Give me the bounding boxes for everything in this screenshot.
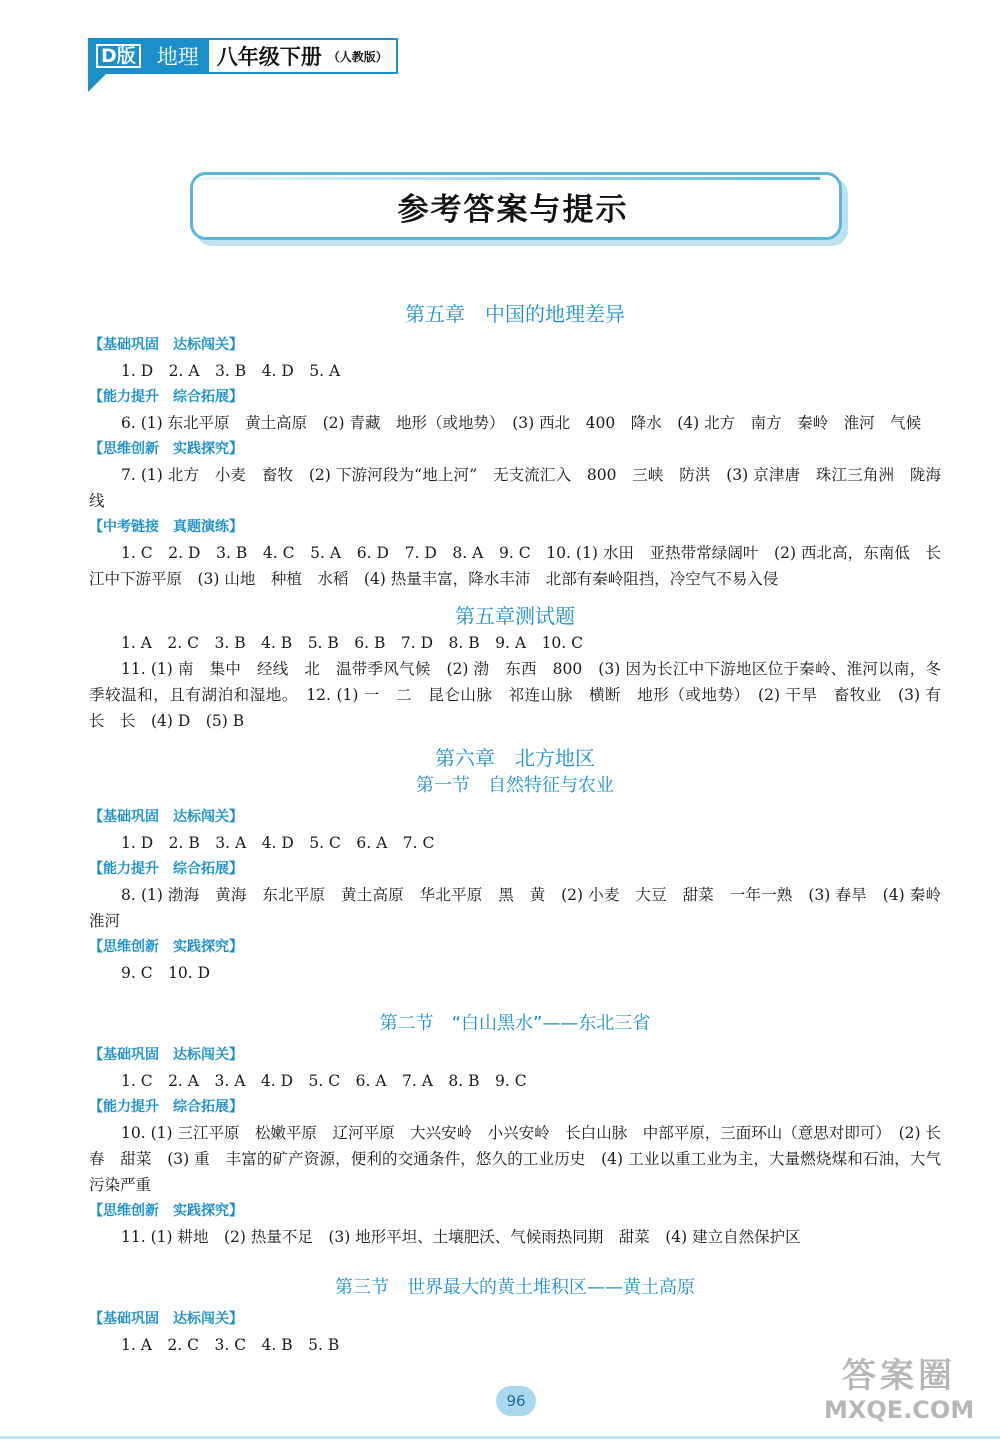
exercise-tag: 【基础巩固 达标闯关】 <box>89 337 243 353</box>
answer-paragraph: 1. C 2. D 3. B 4. C 5. A 6. D 7. D 8. A 9. C 10. (1) 水田 亚热带常绿阔叶 (2) 西北高，东南低 长江中下游平原 (3) 山地 种植 水稻 (4) 热量丰富，降水丰沛 北部有秦岭阻挡，冷空气不易入侵 <box>89 544 941 588</box>
publisher-label: （人教版） <box>327 49 388 64</box>
header-corner-decoration <box>88 74 106 92</box>
answer-content <box>89 300 957 1358</box>
spacer <box>89 1250 941 1274</box>
watermark-logo-text: 答案圈 <box>842 1356 956 1396</box>
chapter-heading: 第五章 中国的地理差异 <box>405 302 625 326</box>
exercise-tag: 【能力提升 综合拓展】 <box>89 1099 243 1115</box>
answer-paragraph: 11. (1) 耕地 (2) 热量不足 (3) 地形平坦、土壤肥沃、气候雨热同期 甜菜 (4) 建立自然保护区 <box>121 1228 801 1246</box>
edition-label: D版 <box>96 44 141 68</box>
answer-paragraph: 1. A 2. C 3. C 4. B 5. B <box>121 1336 340 1354</box>
grade-box <box>207 38 398 74</box>
answer-paragraph: 9. C 10. D <box>121 964 211 982</box>
exercise-tag: 【能力提升 综合拓展】 <box>89 861 243 877</box>
chapter-heading: 第六章 北方地区 <box>435 746 595 770</box>
answer-paragraph: 1. D 2. B 3. A 4. D 5. C 6. A 7. C <box>121 834 435 852</box>
chapter-heading: 第五章测试题 <box>455 604 575 628</box>
answer-paragraph: 1. D 2. A 3. B 4. D 5. A <box>121 362 341 380</box>
spacer <box>89 734 941 744</box>
answer-paragraph: 7. (1) 北方 小麦 畜牧 (2) 下游河段为“地上河” 无支流汇入 800 三峡 防洪 (3) 京津唐 珠江三角洲 陇海线 <box>89 466 941 510</box>
answer-paragraph: 11. (1) 南 集中 经线 北 温带季风气候 (2) 渤 东西 800 (3) 因为长江中下游地区位于秦岭、淮河以南，冬季较温和，且有湖泊和湿地。 12. (1) 一 二 昆仑山脉 祁连山脉 横断 地形（或地势） (2) 干旱 畜牧业 (3) 有 长 长 (4) D (5) B <box>89 660 957 730</box>
grade-label: 八年级下册 <box>216 44 322 69</box>
exercise-tag: 【中考链接 真题演练】 <box>89 519 243 535</box>
exercise-tag: 【思维创新 实践探究】 <box>89 1203 243 1219</box>
exercise-tag: 【基础巩固 达标闯关】 <box>89 1047 243 1063</box>
exercise-tag: 【思维创新 实践探究】 <box>89 939 243 955</box>
answer-paragraph: 1. A 2. C 3. B 4. B 5. B 6. B 7. D 8. B 9. A 10. C <box>121 634 584 652</box>
exercise-tag: 【基础巩固 达标闯关】 <box>89 1311 243 1327</box>
section-heading: 第二节 “白山黑水”——东北三省 <box>379 1013 651 1034</box>
answer-paragraph: 8. (1) 渤海 黄海 东北平原 黄土高原 华北平原 黑 黄 (2) 小麦 大豆 甜菜 一年一熟 (3) 春旱 (4) 秦岭 淮河 <box>89 886 957 930</box>
edition-badge <box>88 38 149 74</box>
exercise-tag: 【思维创新 实践探究】 <box>89 441 243 457</box>
exercise-tag: 【能力提升 综合拓展】 <box>89 389 243 405</box>
answer-paragraph: 10. (1) 三江平原 松嫩平原 辽河平原 大兴安岭 小兴安岭 长白山脉 中部平原，三面环山（意思对即可） (2) 长春 甜菜 (3) 重 丰富的矿产资源，便利的交通条件，悠久的工业历史 (4) 工业以重工业为主，大量燃烧煤和石油，大气污染严重 <box>89 1124 941 1194</box>
spacer <box>89 986 941 1010</box>
watermark <box>824 1356 974 1424</box>
bottom-divider <box>0 1436 1000 1439</box>
spacer <box>89 592 941 602</box>
book-header <box>88 38 398 74</box>
subject-label: 地理 <box>149 38 207 74</box>
page-number: 96 <box>496 1386 536 1416</box>
exercise-tag: 【基础巩固 达标闯关】 <box>89 809 243 825</box>
page-title: 参考答案与提示 <box>397 191 629 228</box>
section-heading: 第一节 自然特征与农业 <box>416 775 614 796</box>
answer-paragraph: 6. (1) 东北平原 黄土高原 (2) 青藏 地形（或地势） (3) 西北 400 降水 (4) 北方 南方 秦岭 淮河 气候 <box>121 414 922 432</box>
answer-paragraph: 1. C 2. A 3. A 4. D 5. C 6. A 7. A 8. B 9. C <box>121 1072 527 1090</box>
watermark-url: MXQE.COM <box>824 1396 975 1424</box>
section-heading: 第三节 世界最大的黄土堆积区——黄土高原 <box>335 1277 695 1298</box>
